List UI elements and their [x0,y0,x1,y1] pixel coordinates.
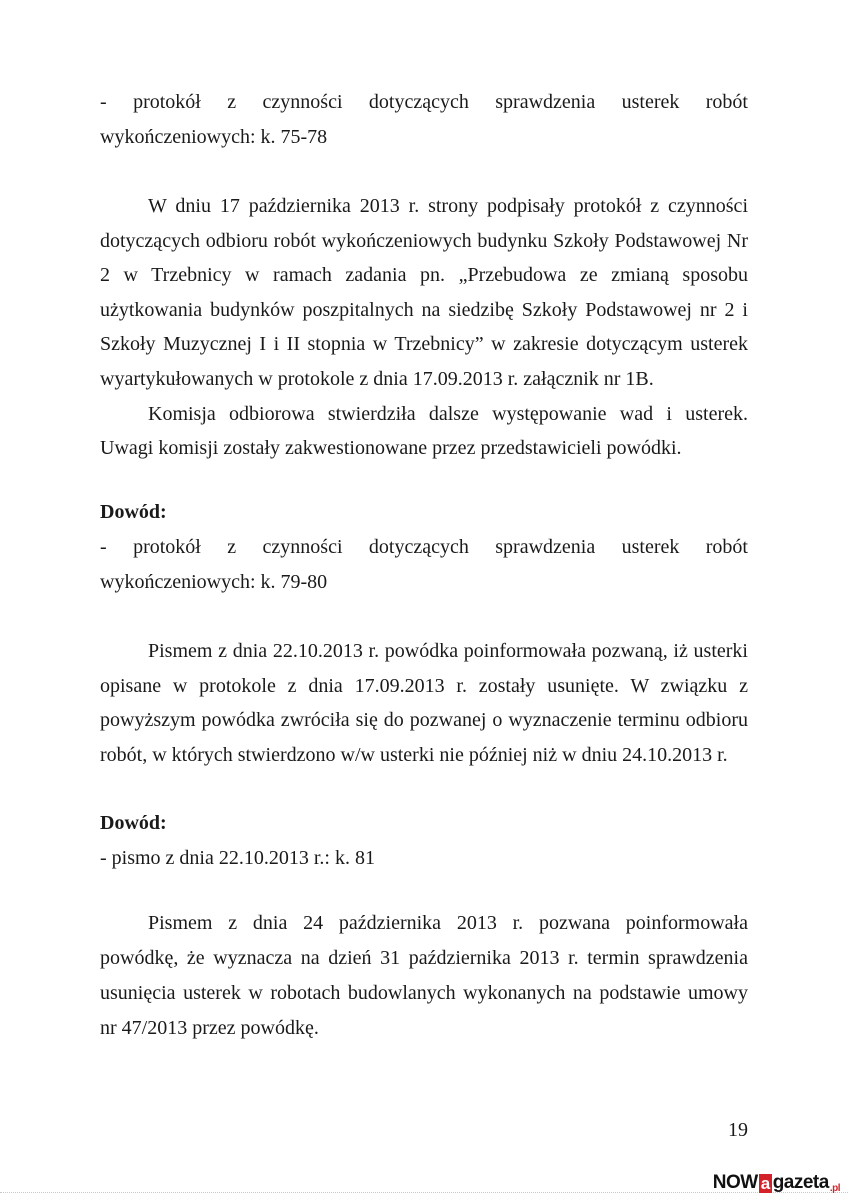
paragraph-line: robót, w których stwierdzono w/w usterki nie później niż w dniu 24.10.2013 r. [100,744,728,766]
watermark-text: NOW [712,1172,758,1193]
paragraph-line: dotyczących odbioru robót wykończeniowych budynku Szkoły Podstawowej Nr [100,230,748,252]
watermark-text: a [760,1173,770,1193]
evidence-heading: Dowód: [100,812,167,834]
watermark-text: .pl [829,1183,840,1194]
paragraph-line: 2 w Trzebnicy w ramach zadania pn. „Przebudowa ze zmianą sposobu [100,264,748,286]
evidence-item-line: - protokół z czynności dotyczących sprawdzenia usterek robót [100,536,748,558]
watermark-text: gazeta [772,1172,829,1193]
paragraph-line: wyartykułowanych w protokole z dnia 17.09.2013 r. załącznik nr 1B. [100,368,654,390]
page-number: 19 [728,1119,748,1141]
evidence-item-line: wykończeniowych: k. 79-80 [100,571,328,593]
evidence-item-line: - protokół z czynności dotyczących sprawdzenia usterek robót [100,91,748,113]
paragraph-line: Szkoły Muzycznej I i II stopnia w Trzebnicy” w zakresie dotyczącym usterek [100,333,748,355]
paragraph-line: użytkowania budynków poszpitalnych na siedzibę Szkoły Podstawowej nr 2 i [100,299,748,321]
paragraph-line: W dniu 17 października 2013 r. strony podpisały protokół z czynności [148,195,748,217]
paragraph-line: Uwagi komisji zostały zakwestionowane przez przedstawicieli powódki. [100,437,682,459]
paragraph-line: Pismem z dnia 24 października 2013 r. pozwana poinformowała [148,912,748,934]
evidence-heading: Dowód: [100,501,167,523]
paragraph-line: opisane w protokole z dnia 17.09.2013 r. zostały usunięte. W związku z [100,675,748,697]
paragraph-line: nr 47/2013 przez powódkę. [100,1017,319,1039]
watermark-logo [713,1172,840,1194]
paragraph-line: usunięcia usterek w robotach budowlanych wykonanych na podstawie umowy [100,982,748,1004]
evidence-item-line: wykończeniowych: k. 75-78 [100,126,328,148]
paragraph-line: powyższym powódka zwróciła się do pozwanej o wyznaczenie terminu odbioru [100,709,748,731]
paragraph-line: Komisja odbiorowa stwierdziła dalsze występowanie wad i usterek. [148,403,748,425]
evidence-item-line: - pismo z dnia 22.10.2013 r.: k. 81 [100,847,375,869]
paragraph-line: Pismem z dnia 22.10.2013 r. powódka poinformowała pozwaną, iż usterki [148,640,748,662]
paragraph-line: powódkę, że wyznacza na dzień 31 października 2013 r. termin sprawdzenia [100,947,748,969]
